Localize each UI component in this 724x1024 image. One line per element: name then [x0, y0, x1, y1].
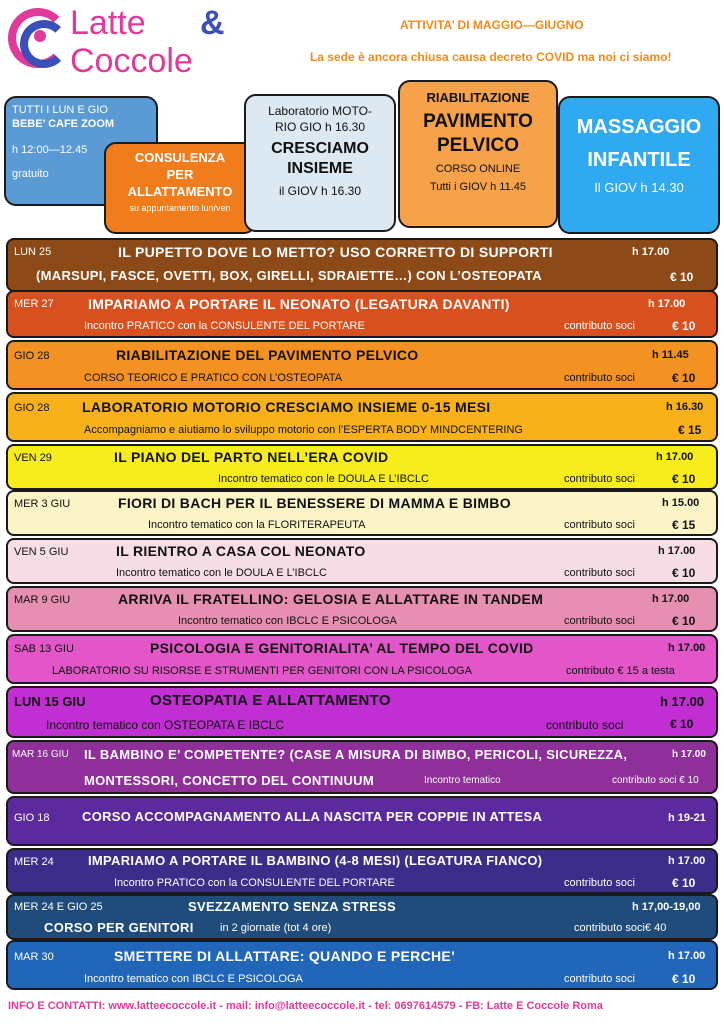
- event-row: [6, 940, 718, 990]
- cafe-line-4: gratuito: [12, 168, 49, 180]
- event-price: € 10: [670, 270, 694, 284]
- event-title: CORSO ACCOMPAGNAMENTO ALLA NASCITA PER COPPIE IN ATTESA: [82, 809, 543, 824]
- event-price: € 15: [678, 423, 702, 437]
- motorio-line-2: RIO GIO h 16.30: [274, 120, 366, 134]
- event-title: SVEZZAMENTO SENZA STRESS: [188, 899, 397, 914]
- event-title: ARRIVA IL FRATELLINO: GELOSIA E ALLATTARE IN TANDEM: [118, 591, 544, 607]
- cafe-line-3: h 12:00—12.45: [12, 144, 88, 156]
- event-row: [6, 740, 718, 794]
- event-day: MAR 9 GIU: [14, 594, 71, 606]
- event-price: € 10: [672, 371, 696, 385]
- event-day: MAR 30: [14, 951, 54, 963]
- pelvico-line-2: PAVIMENTO: [423, 111, 533, 132]
- event-subtitle: Incontro PRATICO con la CONSULENTE DEL PORTARE: [114, 877, 395, 889]
- logo-ring-inner: [20, 20, 68, 68]
- event-price: € 10: [672, 614, 696, 628]
- massaggio-box: [558, 96, 720, 234]
- motorio-line-5: il GIOV h 16.30: [278, 184, 362, 198]
- event-row: [6, 490, 718, 536]
- event-title: IL PIANO DEL PARTO NELL’ERA COVID: [114, 449, 389, 465]
- event-title: IL PUPETTO DOVE LO METTO? USO CORRETTO DI SUPPORTI: [118, 244, 553, 260]
- logo-dot: [34, 30, 46, 42]
- event-title: PSICOLOGIA E GENITORIALITA’ AL TEMPO DEL COVID: [150, 640, 534, 656]
- event-row: [6, 686, 718, 738]
- massaggio-line-1: MASSAGGIO: [576, 116, 702, 138]
- event-row: [6, 444, 718, 490]
- event-title: LABORATORIO MOTORIO CRESCIAMO INSIEME 0-15 MESI: [82, 399, 491, 415]
- event-time: h 17,00-19,00: [632, 901, 701, 913]
- event-subtitle: Incontro tematico con OSTEOPATA E IBCLC: [46, 718, 285, 732]
- event-price: € 10: [672, 472, 696, 486]
- event-day: LUN 15 GIU: [14, 694, 86, 709]
- event-subtitle: Incontro tematico con IBCLC E PSICOLOGA: [84, 973, 303, 985]
- event-subtitle: Incontro tematico con le DOULA E L’IBCLC: [218, 473, 429, 485]
- event-subtitle: MONTESSORI, CONCETTO DEL CONTINUUM: [84, 773, 374, 788]
- event-contribution: contributo soci: [564, 372, 635, 384]
- event-day: GIO 28: [14, 402, 50, 414]
- event-row: [6, 634, 718, 684]
- motorio-line-3: CRESCIAMO: [271, 140, 369, 157]
- event-contribution: contributo € 15 a testa: [566, 665, 675, 677]
- consulenza-box: [104, 142, 256, 234]
- event-time: h 17.00: [658, 545, 696, 557]
- event-subtitle: CORSO TEORICO E PRATICO CON L’OSTEOPATA: [84, 372, 343, 384]
- logo-text-2: Coccole: [70, 42, 193, 80]
- cafe-line-1: TUTTI I LUN E GIO: [12, 104, 108, 116]
- logo-ampersand: &: [200, 4, 225, 42]
- event-time: h 16.30: [666, 401, 704, 413]
- event-day: MER 24 E GIO 25: [14, 901, 103, 913]
- event-day: MER 27: [14, 298, 54, 310]
- event-contribution: contributo soci: [546, 718, 624, 732]
- event-contribution: contributo soci: [564, 320, 635, 332]
- event-time: h 19-21: [668, 812, 706, 824]
- event-time: h 17.00: [668, 855, 706, 867]
- event-time: h 17.00: [660, 694, 705, 709]
- event-title: IMPARIAMO A PORTARE IL BAMBINO (4-8 MESI) (LEGATURA FIANCO): [88, 853, 543, 868]
- event-time: h 17.00: [668, 950, 706, 962]
- event-price: € 10: [672, 566, 696, 580]
- event-contribution: contributo soci€ 40: [574, 922, 667, 934]
- event-contribution: contributo soci: [564, 973, 635, 985]
- event-day: MER 24: [14, 856, 54, 868]
- event-contribution: contributo soci: [564, 519, 635, 531]
- event-contribution: contributo soci € 10: [612, 775, 699, 786]
- event-subtitle: CORSO PER GENITORI: [44, 920, 194, 935]
- pelvico-line-5: Tutti i GIOV h 11.45: [430, 181, 526, 193]
- pelvico-line-1: RIABILITAZIONE: [426, 90, 530, 105]
- event-day: SAB 13 GIU: [14, 643, 74, 655]
- motorio-line-1: Laboratorio MOTO-: [268, 104, 372, 118]
- pelvico-line-3: PELVICO: [437, 135, 519, 156]
- consulenza-line-3: ALLATTAMENTO: [127, 184, 233, 199]
- event-day: VEN 29: [14, 452, 52, 464]
- event-time: h 11.45: [652, 349, 689, 361]
- cafe-line-2: BEBE’ CAFE ZOOM: [12, 118, 115, 130]
- massaggio-line-3: Il GIOV h 14.30: [594, 180, 684, 195]
- event-contribution: contributo soci: [564, 615, 635, 627]
- motorio-box: [244, 94, 396, 232]
- event-day: GIO 28: [14, 350, 50, 362]
- event-day: LUN 25: [14, 246, 52, 258]
- event-title: IMPARIAMO A PORTARE IL NEONATO (LEGATURA DAVANTI): [88, 296, 510, 312]
- event-subtitle: Incontro tematico con le DOULA E L’IBCLC: [116, 567, 327, 579]
- event-title: FIORI DI BACH PER IL BENESSERE DI MAMMA E BIMBO: [118, 495, 511, 511]
- event-price: € 10: [672, 972, 696, 986]
- event-subtitle: (MARSUPI, FASCE, OVETTI, BOX, GIRELLI, SDRAIETTE…) CON L’OSTEOPATA: [36, 268, 542, 283]
- event-row: [6, 392, 718, 442]
- event-subtitle: Incontro PRATICO con la CONSULENTE DEL PORTARE: [84, 320, 365, 332]
- event-row: [6, 848, 718, 894]
- pelvico-line-4: CORSO ONLINE: [435, 163, 521, 175]
- event-row: [6, 538, 718, 584]
- event-row: [6, 796, 718, 846]
- event-time: h 17.00: [632, 246, 670, 258]
- event-price: € 10: [670, 717, 694, 731]
- event-row: [6, 586, 718, 632]
- event-time: h 17.00: [668, 642, 706, 654]
- event-contribution: contributo soci: [564, 473, 635, 485]
- event-contribution: contributo soci: [564, 877, 635, 889]
- event-day: VEN 5 GIU: [14, 546, 69, 558]
- event-row: [6, 238, 718, 292]
- event-subtitle: Incontro tematico con la FLORITERAPEUTA: [148, 519, 366, 531]
- logo-text-1: Latte: [70, 4, 146, 42]
- event-price: € 10: [672, 876, 696, 890]
- event-day: GIO 18: [14, 812, 50, 824]
- event-title: SMETTERE DI ALLATTARE: QUANDO E PERCHE’: [114, 948, 456, 964]
- event-day: MAR 16 GIU: [12, 749, 69, 760]
- event-title: OSTEOPATIA E ALLATTAMENTO: [150, 692, 391, 709]
- event-title: IL BAMBINO E’ COMPETENTE? (CASE A MISURA DI BIMBO, PERICOLI, SICUREZZA,: [84, 747, 628, 762]
- event-time: h 17.00: [652, 593, 690, 605]
- event-subtitle-2: Incontro tematico: [424, 775, 501, 786]
- event-subtitle: LABORATORIO SU RISORSE E STRUMENTI PER GENITORI CON LA PSICOLOGA: [52, 665, 472, 677]
- pelvico-box: [398, 80, 558, 228]
- event-row: [6, 290, 718, 338]
- event-subtitle-2: in 2 giornate (tot 4 ore): [220, 922, 332, 934]
- event-price: € 15: [672, 518, 696, 532]
- event-time: h 17.00: [656, 451, 694, 463]
- event-title: IL RIENTRO A CASA COL NEONATO: [116, 543, 366, 559]
- covid-notice: La sede è ancora chiusa causa decreto COVID ma noi ci siamo!: [310, 50, 672, 64]
- event-time: h 17.00: [648, 298, 686, 310]
- event-row: [6, 894, 718, 940]
- event-time: h 17.00: [672, 749, 706, 760]
- event-row: [6, 340, 718, 390]
- contact-footer: INFO E CONTATTI: www.latteecoccole.it - mail: info@latteecoccole.it - tel: 0697614579 - FB: Latte E Coccole Roma: [8, 1000, 603, 1012]
- motorio-line-4: INSIEME: [287, 160, 353, 177]
- event-price: € 10: [672, 319, 696, 333]
- consulenza-line-4: su appuntamento lun/ven: [129, 203, 231, 213]
- event-time: h 15.00: [662, 497, 700, 509]
- event-contribution: contributo soci: [564, 567, 635, 579]
- event-subtitle: Accompagniamo e aiutiamo lo sviluppo motorio con l’ESPERTA BODY MINDCENTERING: [84, 424, 523, 436]
- event-day: MER 3 GIU: [14, 498, 71, 510]
- massaggio-line-2: INFANTILE: [587, 149, 691, 171]
- event-title: RIABILITAZIONE DEL PAVIMENTO PELVICO: [116, 347, 419, 363]
- consulenza-line-1: CONSULENZA: [134, 150, 226, 165]
- period-heading: ATTIVITA’ DI MAGGIO—GIUGNO: [400, 18, 584, 32]
- consulenza-line-2: PER: [166, 167, 194, 182]
- event-subtitle: Incontro tematico con IBCLC E PSICOLOGA: [178, 615, 397, 627]
